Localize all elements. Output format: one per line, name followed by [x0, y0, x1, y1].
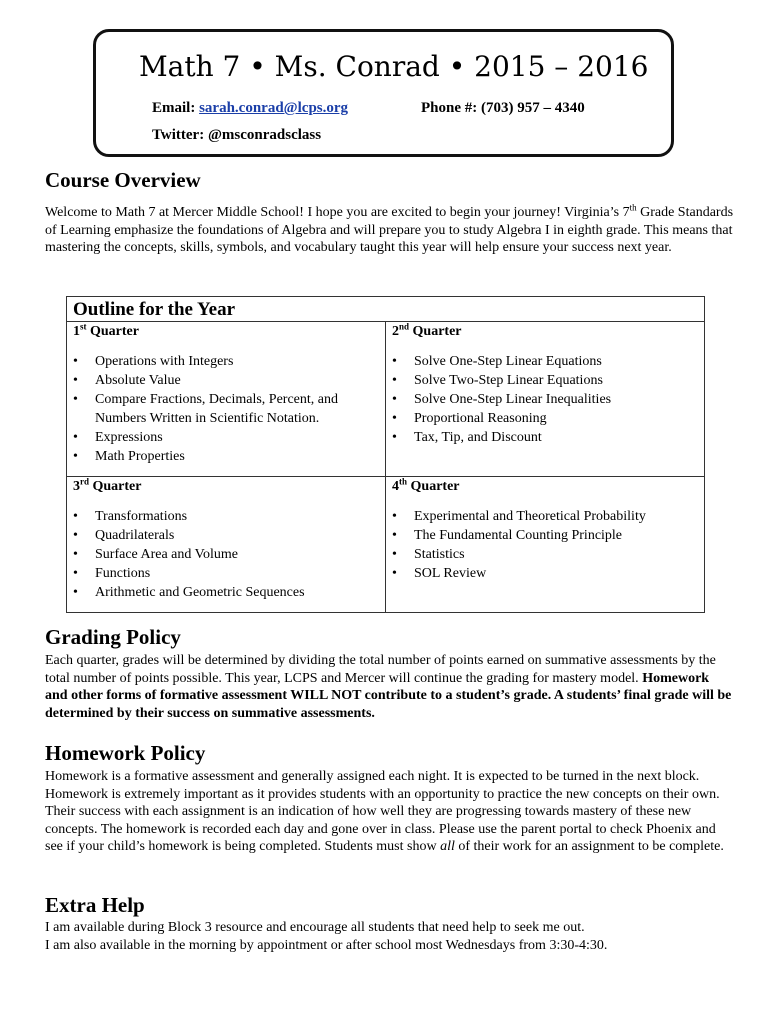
- email-line: [152, 100, 348, 117]
- email-label: Email:: [152, 100, 196, 116]
- extra-help-text: I am available during Block 3 resource and encourage all students that need help to seek me out. I am also available in the morning by appointment or after school most Wednesdays from 3:30-4:30.: [45, 920, 608, 953]
- phone-line: [421, 100, 585, 117]
- quarter-3-list: [67, 507, 385, 612]
- page-title: Math 7 • Ms. Conrad • 2015 – 2016: [139, 50, 649, 83]
- quarter-4-cell: [386, 477, 705, 613]
- quarter-3-cell: [67, 477, 386, 613]
- extra-help-heading: Extra Help: [45, 893, 145, 917]
- outline-table: [66, 296, 705, 613]
- course-overview-text: Welcome to Math 7 at Mercer Middle School! I hope you are excited to begin your journey! Virginia’s 7th Grade Standards of Learning emphasize the foundations of Algebra and will prepare you to study Algebra I in eighth grade. This means that mastering the concepts, skills, symbols, and vocabulary taught this year will help ensure your success next year.: [45, 202, 734, 256]
- list-item: • Surface Area and Volume: [95, 545, 385, 564]
- list-item: • Absolute Value: [95, 371, 385, 390]
- list-item: • Quadrilaterals: [95, 526, 385, 545]
- list-item: • Arithmetic and Geometric Sequences: [95, 583, 385, 602]
- grading-policy-heading: Grading Policy: [45, 625, 181, 649]
- email-link[interactable]: sarah.conrad@lcps.org: [199, 100, 349, 116]
- quarter-3-heading: 3rd Quarter: [73, 476, 142, 494]
- course-overview-heading: Course Overview: [45, 168, 201, 192]
- twitter-label: Twitter:: [152, 127, 205, 143]
- homework-policy-text: Homework is a formative assessment and generally assigned each night. It is expected to be turned in the next block. Homework is extremely important as it provides students with an opportunity to practice the new concepts on their own. Their success with each assignment is an indication of how well they are progressing towards mastery of these new concepts. The homework is recorded each day and gone over in class. Please use the parent portal to check Phoenix and see if your child’s homework is being completed. Students must show all of their work for an assignment to be complete.: [45, 769, 724, 855]
- list-item: • Statistics: [414, 545, 704, 564]
- quarter-4-heading: 4th Quarter: [392, 476, 460, 494]
- grading-policy-text: Each quarter, grades will be determined by dividing the total number of points earned on summative assessments by the total number of points possible. This year, LCPS and Mercer will continue the grading for mastery model. Homework and other forms of formative assessment WILL NOT contribute to a student’s grade. A students’ final grade will be determined by their success on summative assessments.: [45, 653, 732, 721]
- list-item: • Expressions: [95, 428, 385, 447]
- quarter-1-cell: [67, 322, 386, 477]
- quarter-4-list: [386, 507, 704, 593]
- quarter-2-cell: [386, 322, 705, 477]
- list-item: • Solve One-Step Linear Inequalities: [414, 390, 704, 409]
- quarter-2-list: [386, 352, 704, 457]
- list-item: • Proportional Reasoning: [414, 409, 704, 428]
- list-item: • SOL Review: [414, 564, 704, 583]
- quarter-1-list: [67, 352, 385, 476]
- list-item: • The Fundamental Counting Principle: [414, 526, 704, 545]
- quarter-2-heading: 2nd Quarter: [392, 321, 462, 339]
- twitter-line: [152, 127, 321, 144]
- phone-label: Phone #:: [421, 100, 478, 116]
- list-item: • Tax, Tip, and Discount: [414, 428, 704, 447]
- list-item: • Experimental and Theoretical Probability: [414, 507, 704, 526]
- list-item: • Functions: [95, 564, 385, 583]
- list-item: • Solve One-Step Linear Equations: [414, 352, 704, 371]
- homework-policy-heading: Homework Policy: [45, 741, 206, 765]
- quarter-1-heading: 1st Quarter: [73, 321, 139, 339]
- list-item: • Math Properties: [95, 447, 385, 466]
- list-item: • Transformations: [95, 507, 385, 526]
- outline-title: Outline for the Year: [67, 297, 705, 322]
- list-item: • Operations with Integers: [95, 352, 385, 371]
- header-box: [93, 29, 674, 157]
- twitter-handle: @msconradsclass: [207, 127, 322, 143]
- list-item: • Compare Fractions, Decimals, Percent, and Numbers Written in Scientific Notation.: [95, 390, 385, 428]
- phone-number: (703) 957 – 4340: [481, 100, 585, 116]
- list-item: • Solve Two-Step Linear Equations: [414, 371, 704, 390]
